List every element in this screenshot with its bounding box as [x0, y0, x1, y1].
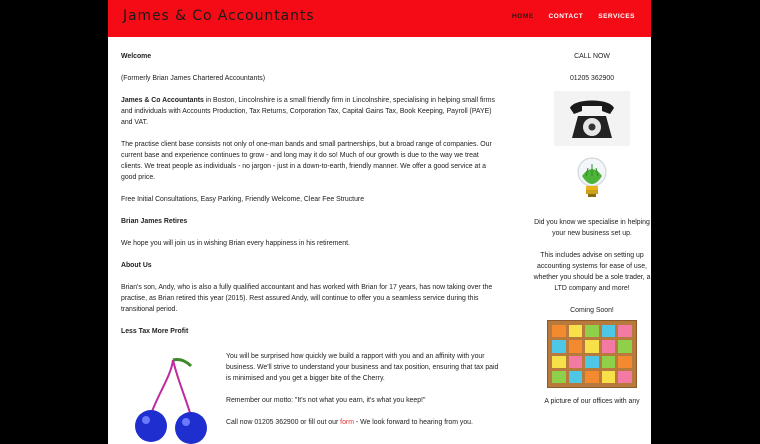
- telephone-icon: [566, 96, 618, 142]
- sticky-notes-image: [547, 320, 637, 388]
- cherry-text-block: [226, 351, 501, 439]
- cherry-image: [121, 356, 221, 444]
- includes-text: This includes advise on setting up accounting systems for ease of use, whether you should be a sole trader, a LTD company and more!: [533, 252, 651, 292]
- nav-contact[interactable]: CONTACT: [548, 13, 584, 20]
- intro-paragraph: [121, 95, 499, 128]
- nav-services[interactable]: SERVICES: [598, 13, 635, 20]
- practice-paragraph: The practise client base consists not only of one-man bands and small partnerships, but a broad range of companies. Our current base and experience continues to grow - and long may it do so! Much of our growth is due to the way we treat clients. We treat people as individuals - no jargon - just in a down-to-earth, friendly manner. We offer a good service at a good price.: [121, 141, 492, 181]
- welcome-heading: Welcome: [121, 53, 152, 60]
- lightbulb-icon: [572, 154, 612, 204]
- sidebar: [533, 51, 651, 407]
- coming-soon-text: Coming Soon!: [570, 307, 614, 314]
- retires-heading: Brian James Retires: [121, 218, 188, 225]
- retires-text: We hope you will join us in wishing Brian every happiness in his retirement.: [121, 240, 350, 247]
- call-text: Call now 01205 362900 or fill out our form - We look forward to hearing from you.: [226, 419, 473, 426]
- sidebar-phone[interactable]: 01205 362900: [569, 75, 615, 82]
- about-text: Brian's son, Andy, who is also a fully qualified accountant and has worked with Brian for 17 years, has now taking over the practise, as Brian retired this year (2015). Rest assured Andy, will continue to offer you a seamless service during this transitional period.: [121, 284, 493, 313]
- formerly-text: (Formerly Brian James Chartered Accountants): [121, 75, 265, 82]
- telephone-image: [554, 91, 630, 146]
- site-brand[interactable]: James & Co Accountants: [123, 8, 315, 24]
- main-content: [121, 51, 499, 348]
- form-link[interactable]: form: [340, 419, 354, 426]
- picture-caption: A picture of our offices with any: [544, 398, 640, 405]
- did-you-know-text: Did you know we specialise in helping your new business set up.: [534, 219, 650, 237]
- less-tax-heading: Less Tax More Profit: [121, 328, 189, 335]
- cherry-icon: [121, 356, 221, 444]
- intro-rest: in Boston, Lincolnshire is a small friendly firm in Lincolnshire, specialising in helping small firms and individuals with Accounts Production, Tax Returns, Corporation Tax, Capital Gains Tax, Book Keeping, Payroll (PAYE) and VAT.: [121, 97, 495, 126]
- call-now-label: CALL NOW: [574, 53, 610, 60]
- intro-bold: James & Co Accountants: [121, 97, 204, 104]
- main-nav: [497, 13, 635, 20]
- surprised-text: You will be surprised how quickly we build a rapport with you and an affinity with your business. We'll strive to understand your business and tax position, ensuring that tax paid is minimised and you get a bigger bite of the Cherry.: [226, 353, 499, 382]
- nav-home[interactable]: HOME: [511, 13, 534, 20]
- page: [108, 0, 651, 444]
- motto-text: Remember our motto: "It's not what you earn, it's what you keep!": [226, 397, 426, 404]
- features-text: Free Initial Consultations, Easy Parking, Friendly Welcome, Clear Fee Structure: [121, 196, 365, 203]
- about-heading: About Us: [121, 262, 152, 269]
- site-header: [108, 0, 651, 37]
